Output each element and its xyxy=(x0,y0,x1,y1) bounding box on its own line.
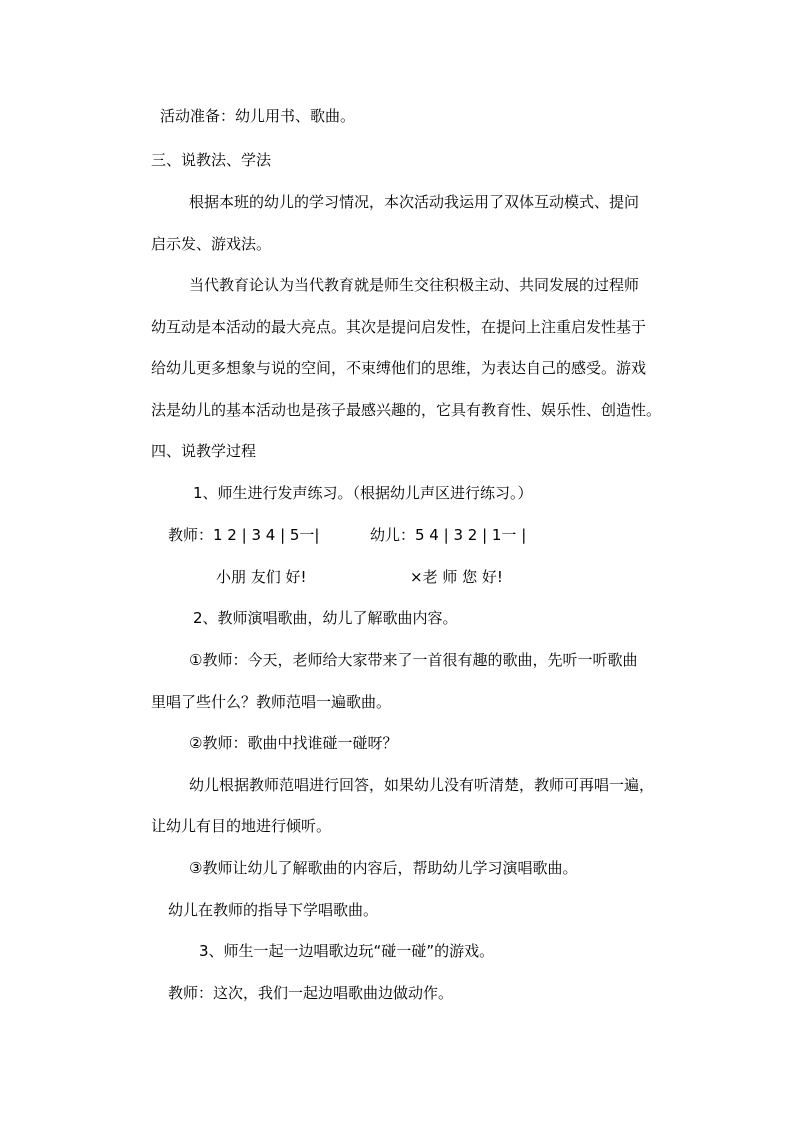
step-3-line: 3、师生一起一边唱歌边玩“碰一碰”的游戏。 xyxy=(199,942,495,960)
paragraph-line: 幼互动是本活动的最大亮点。其次是提问启发性，在提问上注重启发性基于 xyxy=(151,318,647,336)
step-2-line: 2、教师演唱歌曲，幼儿了解歌曲内容。 xyxy=(193,609,458,627)
child-notation: 幼儿：5 4 | 3 2 | 1一 | xyxy=(370,526,527,544)
section-heading-4: 四、说教学过程 xyxy=(151,442,257,460)
step-1-line: 1、师生进行发声练习。（根据幼儿声区进行练习。） xyxy=(193,484,533,502)
paragraph-line: ③教师让幼儿了解歌曲的内容后，帮助幼儿学习演唱歌曲。 xyxy=(189,859,578,877)
paragraph-line: 教师：这次，我们一起边唱歌曲边做动作。 xyxy=(168,984,454,1002)
paragraph-line: 让幼儿有目的地进行倾听。 xyxy=(151,817,332,835)
paragraph-line: 启示发、游戏法。 xyxy=(151,235,272,253)
teacher-lyrics: 小朋 友们 好! xyxy=(216,568,307,586)
teacher-notation: 教师：1 2 | 3 4 | 5一| xyxy=(168,526,320,544)
section-heading-3: 三、说教法、学法 xyxy=(151,151,272,169)
activity-prep-line: 活动准备：幼儿用书、歌曲。 xyxy=(160,107,356,125)
paragraph-line: 法是幼儿的基本活动也是孩子最感兴趣的，它具有教育性、娱乐性、创造性。 xyxy=(151,401,662,419)
paragraph-line: 幼儿根据教师范唱进行回答，如果幼儿没有听清楚，教师可再唱一遍， xyxy=(189,776,655,794)
paragraph-line: 当代教育论认为当代教育就是师生交往积极主动、共同发展的过程师 xyxy=(189,276,640,294)
child-lyrics: ×老 师 您 好! xyxy=(410,568,503,586)
paragraph-line: 里唱了些什么？教师范唱一遍歌曲。 xyxy=(151,693,392,711)
paragraph-line: 根据本班的幼儿的学习情况，本次活动我运用了双体互动模式、提问 xyxy=(189,193,640,211)
paragraph-line: ②教师：歌曲中找谁碰一碰呀？ xyxy=(189,734,398,752)
paragraph-line: 幼儿在教师的指导下学唱歌曲。 xyxy=(168,901,379,919)
paragraph-line: ①教师：今天，老师给大家带来了一首很有趣的歌曲，先听一听歌曲 xyxy=(189,651,638,669)
paragraph-line: 给幼儿更多想象与说的空间，不束缚他们的思维，为表达自己的感受。游戏 xyxy=(151,359,647,377)
